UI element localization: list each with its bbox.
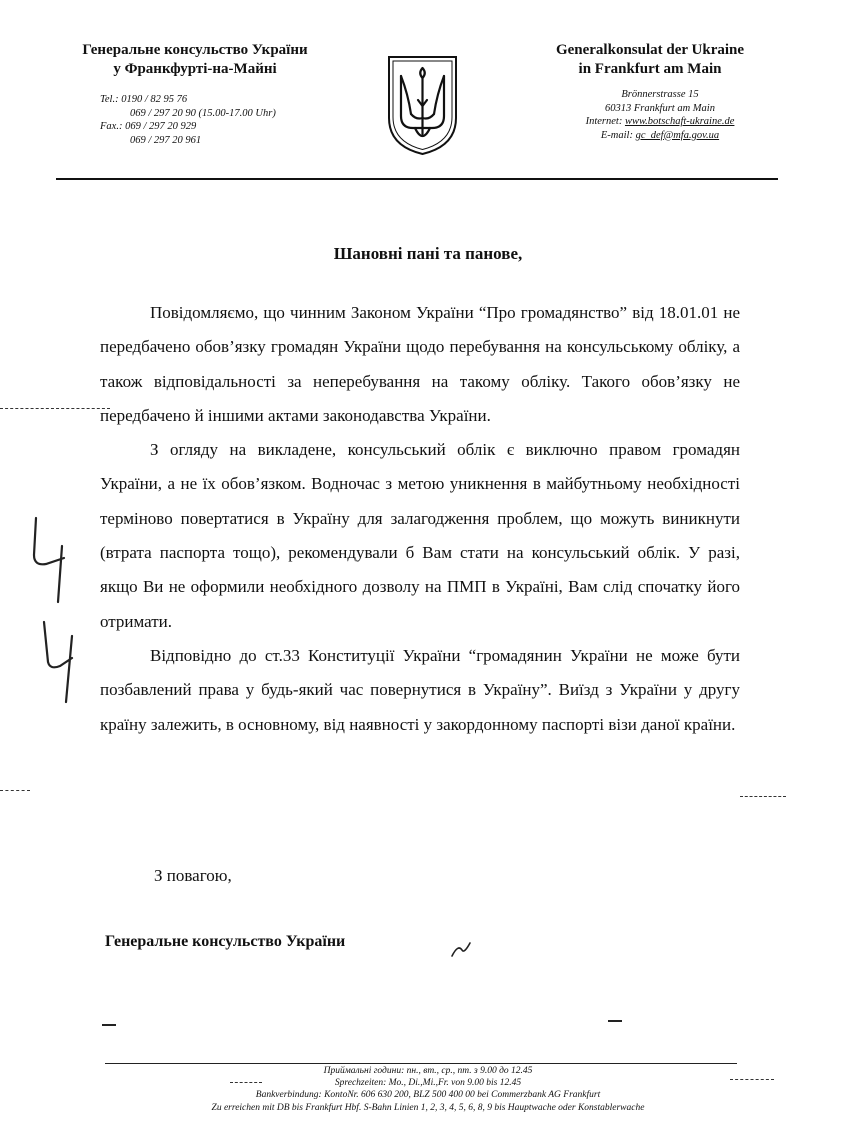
paragraph-3: Відповідно до ст.33 Конституції України “громадянин України не може бути позбавлений права у будь-який час повернутися в Україну”. Виїзд з України у другу країну залежить, в основному, від наявності у закордонному паспорті візи даної країни.	[100, 645, 740, 734]
fax-line-2: 069 / 297 20 961	[130, 134, 202, 146]
consulate-name-line-1: Генеральне консульство України	[82, 42, 308, 58]
internet-label: Internet:	[585, 116, 623, 127]
website-link[interactable]: www.botschaft-ukraine.de	[624, 116, 735, 127]
scan-artifact-line	[0, 790, 30, 791]
letter-body	[100, 296, 740, 742]
address-city: 60313 Frankfurt am Main	[605, 102, 715, 114]
contact-phone-fax-block	[100, 93, 276, 147]
internet-line	[545, 115, 775, 129]
scan-artifact-line	[740, 796, 786, 797]
footer-bank-details: Bankverbindung: KontoNr. 606 630 200, BLZ 500 400 00 bei Commerzbank AG Frankfurt	[255, 1090, 601, 1101]
contact-address-block	[545, 88, 775, 142]
header-divider	[56, 178, 778, 180]
trident-coat-of-arms-icon	[385, 54, 460, 156]
closing-phrase: З повагою,	[154, 866, 232, 885]
email-line	[545, 129, 775, 143]
footer-info	[0, 1065, 856, 1114]
consulate-name-ukrainian	[40, 41, 350, 79]
address-street: Brönnerstrasse 15	[621, 89, 699, 100]
phone-line-1: Tel.: 0190 / 82 95 76	[100, 94, 188, 105]
scan-artifact-line	[0, 408, 110, 409]
paragraph-2: З огляду на викладене, консульський облік є виключно правом громадян України, а не їх обов’язком. Водночас з метою уникнення в майбутньому необхідності терміново повертатися в Україну для залагодження проблем, що можуть виникнути (втрата паспорта тощо), рекомендували б Вам стати на консульський облік. У разі, якщо Ви не оформили необхідного дозволу на ПМП в Україні, Вам слід спочатку його отримати.	[100, 440, 740, 631]
salutation: Шановні пані та панове,	[333, 244, 523, 263]
signature-scribble	[450, 940, 474, 965]
consulate-name-german	[500, 41, 800, 79]
footer-directions: Zu erreichen mit DB bis Frankfurt Hbf. S-Bahn Linien 1, 2, 3, 4, 5, 6, 8, 9 bis Hauptwache oder Konstablerwache	[211, 1102, 645, 1113]
email-link[interactable]: gc_def@mfa.gov.ua	[635, 129, 720, 141]
footer-hours-ukrainian: Приймальні години: пн., вт., ср., пт. з 9.00 до 12.45	[323, 1066, 533, 1076]
footer-divider	[105, 1063, 737, 1064]
consulate-name-line-2: у Франкфурті-на-Майні	[113, 61, 277, 77]
handwritten-mark	[28, 510, 78, 715]
consulate-name-de-line-1: Generalkonsulat der Ukraine	[555, 42, 745, 58]
footer-hours-german: Sprechzeiten: Mo., Di.,Mi.,Fr. von 9.00 bis 12.45	[334, 1078, 522, 1089]
scan-artifact-line	[102, 1024, 116, 1026]
paragraph-1: Повідомляємо, що чинним Законом України “Про громадянство” від 18.01.01 не передбачено обов’язку громадян України щодо перебування на консульському обліку, а також відповідальності за неперебування на такому обліку. Такого обов’язку не передбачено й іншими актами законодавства України.	[100, 303, 740, 425]
signature-line: Генеральне консульство України	[105, 933, 346, 950]
phone-line-2: 069 / 297 20 90 (15.00-17.00 Uhr)	[130, 107, 276, 119]
consulate-name-de-line-2: in Frankfurt am Main	[578, 61, 722, 77]
scan-artifact-line	[608, 1020, 622, 1022]
fax-line-1: Fax.: 069 / 297 20 929	[100, 121, 197, 132]
email-label: E-mail:	[600, 129, 633, 141]
